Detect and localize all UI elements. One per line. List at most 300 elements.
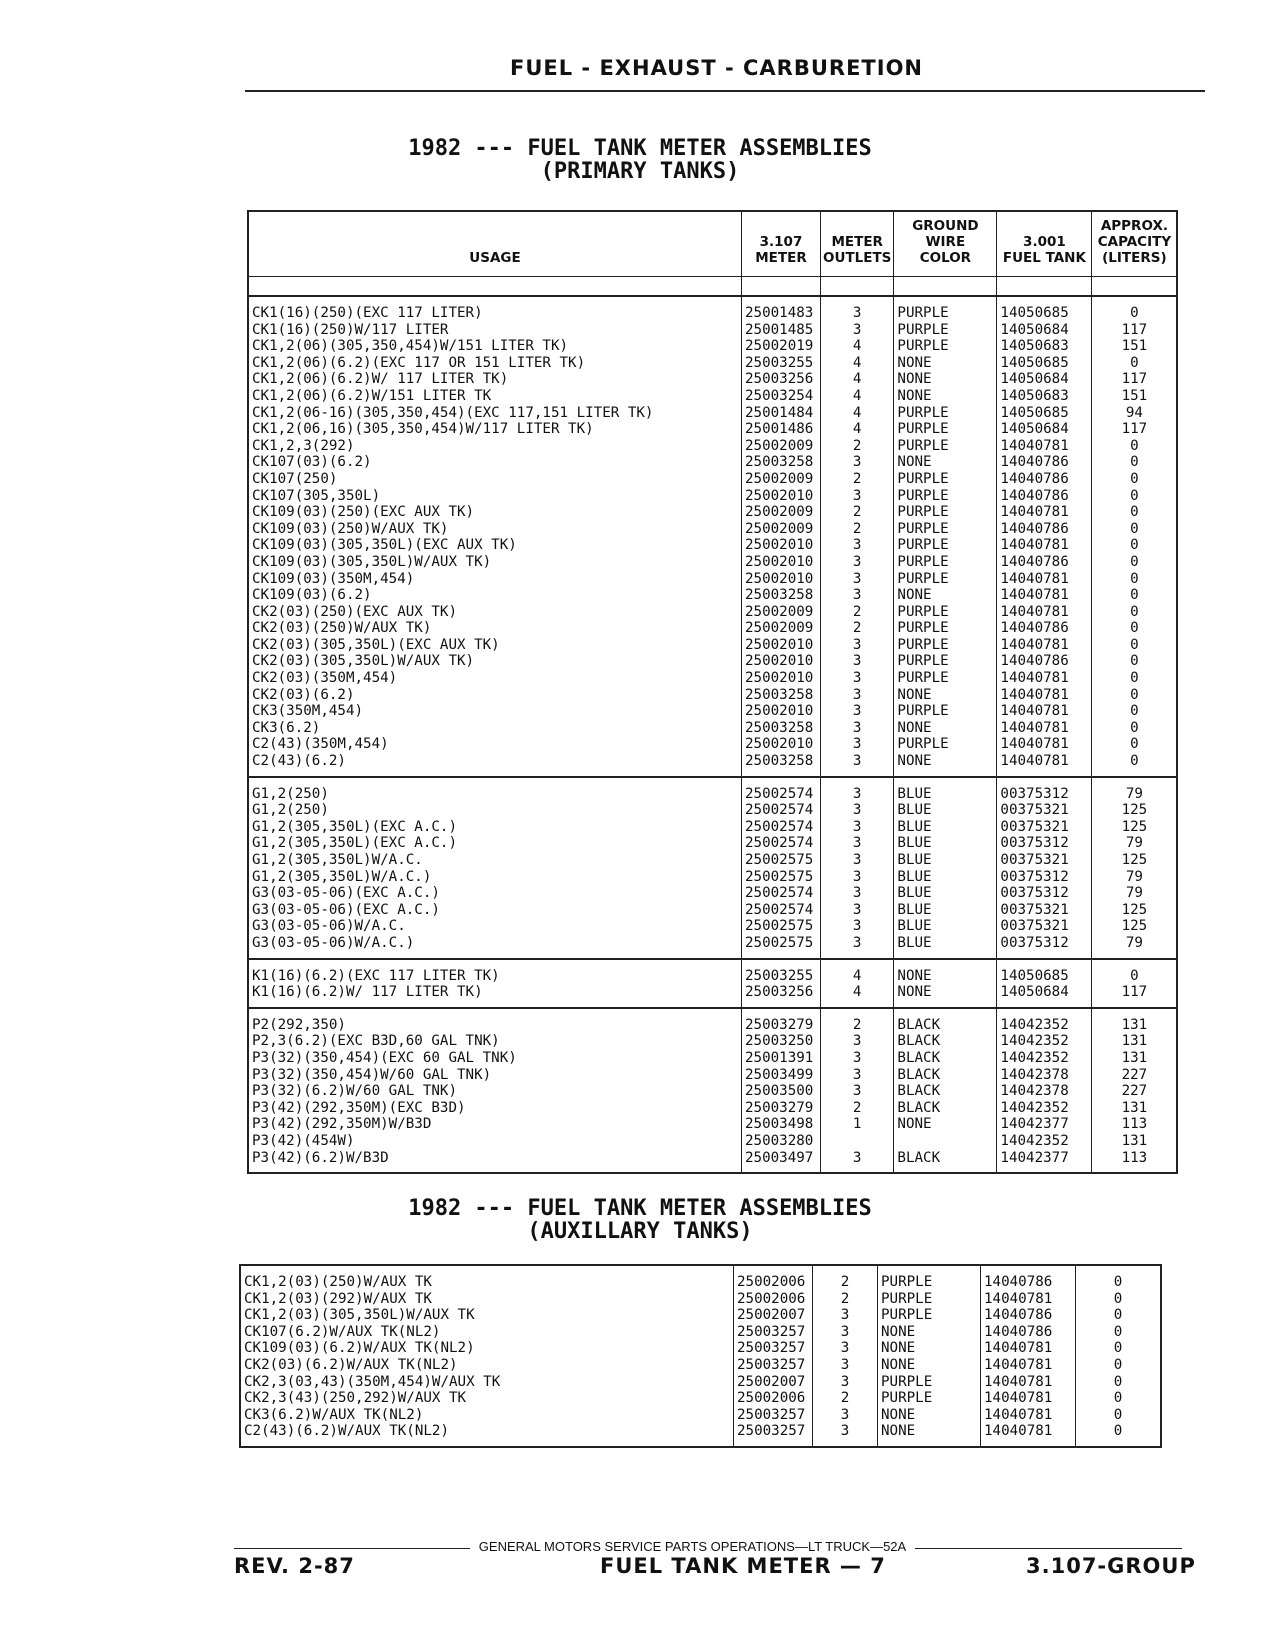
fuel-tank-cell: 14040786 xyxy=(997,471,1092,488)
outlets-cell: 3 xyxy=(821,1033,894,1050)
fuel-tank-cell: 14050685 xyxy=(997,355,1092,372)
wire-color-cell: PURPLE xyxy=(894,521,997,538)
usage-cell: K1(16)(6.2)W/ 117 LITER TK) xyxy=(248,984,742,1008)
wire-color-cell: PURPLE xyxy=(894,405,997,422)
wire-color-cell: BLACK xyxy=(894,1033,997,1050)
primary-title-line1: 1982 --- FUEL TANK METER ASSEMBLIES xyxy=(408,136,872,161)
spacer-cell xyxy=(894,277,997,297)
meter-cell: 25002575 xyxy=(742,935,821,959)
capacity-cell: 0 xyxy=(1076,1407,1162,1424)
table-row xyxy=(248,935,1177,959)
capacity-cell: 0 xyxy=(1092,587,1178,604)
meter-cell: 25003258 xyxy=(742,720,821,737)
meter-cell: 25002009 xyxy=(742,620,821,637)
fuel-tank-cell: 00375321 xyxy=(997,852,1092,869)
table-row xyxy=(248,852,1177,869)
usage-cell: CK109(03)(305,350L)W/AUX TK) xyxy=(248,554,742,571)
outlets-cell: 3 xyxy=(821,1067,894,1084)
col-fuel-tank: 3.001 FUEL TANK xyxy=(997,211,1092,277)
table-row xyxy=(248,471,1177,488)
table-row xyxy=(240,1357,1161,1374)
usage-cell: G1,2(305,350L)W/A.C.) xyxy=(248,869,742,886)
wire-color-cell: PURPLE xyxy=(878,1307,981,1324)
outlets-cell: 3 xyxy=(813,1407,878,1424)
table-row xyxy=(248,1008,1177,1034)
fuel-tank-cell: 14040786 xyxy=(981,1265,1076,1291)
wire-color-cell: BLUE xyxy=(894,935,997,959)
outlets-cell: 3 xyxy=(821,902,894,919)
wire-color-cell: NONE xyxy=(894,355,997,372)
wire-color-cell: NONE xyxy=(878,1407,981,1424)
outlets-cell: 3 xyxy=(821,571,894,588)
table-row xyxy=(248,571,1177,588)
usage-cell: P3(32)(350,454)W/60 GAL TNK) xyxy=(248,1067,742,1084)
meter-cell: 25003257 xyxy=(734,1407,813,1424)
capacity-cell: 0 xyxy=(1092,504,1178,521)
table-row xyxy=(248,720,1177,737)
meter-cell: 25003254 xyxy=(742,388,821,405)
fuel-tank-cell: 14040781 xyxy=(981,1291,1076,1308)
meter-cell: 25002010 xyxy=(742,653,821,670)
outlets-cell: 1 xyxy=(821,1116,894,1133)
usage-cell: CK1(16)(250)(EXC 117 LITER) xyxy=(248,296,742,322)
col-outlets: METER OUTLETS xyxy=(821,211,894,277)
table-row xyxy=(240,1324,1161,1341)
table-row xyxy=(248,885,1177,902)
fuel-tank-cell: 14040781 xyxy=(981,1390,1076,1407)
usage-cell: CK109(03)(350M,454) xyxy=(248,571,742,588)
outlets-cell: 3 xyxy=(821,554,894,571)
table-row xyxy=(248,1033,1177,1050)
meter-cell: 25002574 xyxy=(742,835,821,852)
outlets-cell: 3 xyxy=(821,454,894,471)
capacity-cell: 0 xyxy=(1092,296,1178,322)
table-row xyxy=(240,1407,1161,1424)
wire-color-cell xyxy=(894,1133,997,1150)
capacity-cell: 125 xyxy=(1092,802,1178,819)
meter-cell: 25003258 xyxy=(742,687,821,704)
wire-color-cell: BLUE xyxy=(894,852,997,869)
fuel-tank-cell: 14042378 xyxy=(997,1083,1092,1100)
outlets-cell: 3 xyxy=(821,488,894,505)
outlets-cell: 2 xyxy=(813,1291,878,1308)
outlets-cell: 2 xyxy=(813,1390,878,1407)
meter-cell: 25002010 xyxy=(742,554,821,571)
meter-cell: 25003255 xyxy=(742,959,821,985)
capacity-cell: 79 xyxy=(1092,935,1178,959)
fuel-tank-cell: 14042378 xyxy=(997,1067,1092,1084)
fuel-tank-cell: 14040781 xyxy=(997,753,1092,777)
wire-color-cell: NONE xyxy=(894,371,997,388)
capacity-cell: 0 xyxy=(1092,454,1178,471)
fuel-tank-cell: 14050683 xyxy=(997,338,1092,355)
capacity-cell: 0 xyxy=(1092,471,1178,488)
table-row xyxy=(240,1390,1161,1407)
capacity-cell: 0 xyxy=(1092,703,1178,720)
capacity-cell: 113 xyxy=(1092,1116,1178,1133)
fuel-tank-cell: 14050684 xyxy=(997,984,1092,1008)
spacer-cell xyxy=(821,277,894,297)
table-row xyxy=(248,438,1177,455)
wire-color-cell: BLACK xyxy=(894,1150,997,1174)
meter-cell: 25002006 xyxy=(734,1265,813,1291)
outlets-cell: 3 xyxy=(821,819,894,836)
wire-color-cell: NONE xyxy=(894,1116,997,1133)
wire-color-cell: PURPLE xyxy=(894,296,997,322)
fuel-tank-cell: 14040781 xyxy=(997,670,1092,687)
wire-color-cell: BLUE xyxy=(894,885,997,902)
meter-cell: 25002009 xyxy=(742,521,821,538)
outlets-cell: 3 xyxy=(821,753,894,777)
outlets-cell: 4 xyxy=(821,388,894,405)
wire-color-cell: BLUE xyxy=(894,802,997,819)
capacity-cell: 117 xyxy=(1092,984,1178,1008)
table-row xyxy=(248,620,1177,637)
header-rule xyxy=(245,90,1205,92)
capacity-cell: 0 xyxy=(1076,1307,1162,1324)
table-row xyxy=(248,1100,1177,1117)
wire-color-cell: BLUE xyxy=(894,819,997,836)
meter-cell: 25003257 xyxy=(734,1357,813,1374)
table-row xyxy=(248,653,1177,670)
capacity-cell: 117 xyxy=(1092,371,1178,388)
table-row xyxy=(248,753,1177,777)
usage-cell: CK1,2(03)(305,350L)W/AUX TK xyxy=(240,1307,734,1324)
col-usage: USAGE xyxy=(248,211,742,277)
meter-cell: 25003279 xyxy=(742,1008,821,1034)
table-row xyxy=(248,504,1177,521)
wire-color-cell: NONE xyxy=(894,687,997,704)
usage-cell: CK2(03)(305,350L)(EXC AUX TK) xyxy=(248,637,742,654)
usage-cell: CK1,2(03)(250)W/AUX TK xyxy=(240,1265,734,1291)
usage-cell: CK1,2(06)(6.2)(EXC 117 OR 151 LITER TK) xyxy=(248,355,742,372)
table-row xyxy=(248,918,1177,935)
wire-color-cell: BLACK xyxy=(894,1067,997,1084)
outlets-cell: 3 xyxy=(821,322,894,339)
table-row xyxy=(240,1307,1161,1324)
capacity-cell: 0 xyxy=(1076,1324,1162,1341)
meter-cell: 25003257 xyxy=(734,1340,813,1357)
fuel-tank-cell: 00375312 xyxy=(997,835,1092,852)
usage-cell: C2(43)(6.2) xyxy=(248,753,742,777)
capacity-cell: 151 xyxy=(1092,388,1178,405)
meter-cell: 25002010 xyxy=(742,703,821,720)
wire-color-cell: NONE xyxy=(894,720,997,737)
fuel-tank-cell: 00375312 xyxy=(997,869,1092,886)
meter-cell: 25002006 xyxy=(734,1291,813,1308)
table-row xyxy=(248,1083,1177,1100)
meter-cell: 25002007 xyxy=(734,1307,813,1324)
wire-color-cell: PURPLE xyxy=(894,338,997,355)
usage-cell: P2,3(6.2)(EXC B3D,60 GAL TNK) xyxy=(248,1033,742,1050)
outlets-cell: 3 xyxy=(821,802,894,819)
usage-cell: CK1,2(06,16)(305,350,454)W/117 LITER TK) xyxy=(248,421,742,438)
capacity-cell: 79 xyxy=(1092,885,1178,902)
wire-color-cell: NONE xyxy=(894,753,997,777)
capacity-cell: 79 xyxy=(1092,869,1178,886)
wire-color-cell: NONE xyxy=(894,587,997,604)
usage-cell: G3(03-05-06)W/A.C.) xyxy=(248,935,742,959)
table-row xyxy=(240,1374,1161,1391)
aux-title xyxy=(0,1197,1280,1243)
usage-cell: G1,2(305,350L)(EXC A.C.) xyxy=(248,835,742,852)
capacity-cell: 0 xyxy=(1092,736,1178,753)
meter-cell: 25002574 xyxy=(742,885,821,902)
capacity-cell: 0 xyxy=(1092,637,1178,654)
usage-cell: CK109(03)(6.2)W/AUX TK(NL2) xyxy=(240,1340,734,1357)
wire-color-cell: PURPLE xyxy=(878,1390,981,1407)
meter-cell: 25002010 xyxy=(742,488,821,505)
meter-cell: 25003497 xyxy=(742,1150,821,1174)
capacity-cell: 79 xyxy=(1092,835,1178,852)
table-row xyxy=(240,1265,1161,1291)
wire-color-cell: BLACK xyxy=(894,1008,997,1034)
fuel-tank-cell: 14042352 xyxy=(997,1050,1092,1067)
table-row xyxy=(248,554,1177,571)
capacity-cell: 0 xyxy=(1092,604,1178,621)
fuel-tank-cell: 14040781 xyxy=(981,1374,1076,1391)
fuel-tank-cell: 14050685 xyxy=(997,296,1092,322)
fuel-tank-cell: 14040786 xyxy=(997,554,1092,571)
usage-cell: P3(42)(454W) xyxy=(248,1133,742,1150)
wire-color-cell: BLUE xyxy=(894,918,997,935)
usage-cell: CK2(03)(350M,454) xyxy=(248,670,742,687)
table-row xyxy=(248,488,1177,505)
table-row xyxy=(248,802,1177,819)
usage-cell: G1,2(305,350L)W/A.C. xyxy=(248,852,742,869)
meter-cell: 25003279 xyxy=(742,1100,821,1117)
outlets-cell: 3 xyxy=(813,1340,878,1357)
wire-color-cell: PURPLE xyxy=(894,670,997,687)
fuel-tank-cell: 00375312 xyxy=(997,777,1092,803)
meter-cell: 25002574 xyxy=(742,802,821,819)
capacity-cell: 94 xyxy=(1092,405,1178,422)
capacity-cell: 131 xyxy=(1092,1050,1178,1067)
fuel-tank-cell: 00375321 xyxy=(997,802,1092,819)
meter-cell: 25001391 xyxy=(742,1050,821,1067)
capacity-cell: 131 xyxy=(1092,1033,1178,1050)
capacity-cell: 125 xyxy=(1092,852,1178,869)
meter-cell: 25002010 xyxy=(742,571,821,588)
fuel-tank-cell: 00375321 xyxy=(997,918,1092,935)
wire-color-cell: NONE xyxy=(894,388,997,405)
col-wire-color: GROUND WIRE COLOR xyxy=(894,211,997,277)
outlets-cell: 4 xyxy=(821,959,894,985)
primary-title xyxy=(0,137,1280,183)
fuel-tank-cell: 14040781 xyxy=(997,504,1092,521)
capacity-cell: 0 xyxy=(1092,355,1178,372)
fuel-tank-cell: 14040781 xyxy=(997,571,1092,588)
usage-cell: CK2(03)(250)W/AUX TK) xyxy=(248,620,742,637)
fuel-tank-cell: 14040781 xyxy=(997,537,1092,554)
usage-cell: CK2(03)(6.2) xyxy=(248,687,742,704)
fuel-tank-cell: 14042352 xyxy=(997,1008,1092,1034)
wire-color-cell: PURPLE xyxy=(894,471,997,488)
fuel-tank-cell: 14042352 xyxy=(997,1033,1092,1050)
meter-cell: 25002574 xyxy=(742,777,821,803)
aux-tanks-table xyxy=(239,1264,1162,1448)
capacity-cell: 0 xyxy=(1076,1291,1162,1308)
usage-cell: CK107(305,350L) xyxy=(248,488,742,505)
meter-cell: 25003257 xyxy=(734,1423,813,1447)
meter-cell: 25003256 xyxy=(742,984,821,1008)
fuel-tank-cell: 14040781 xyxy=(981,1407,1076,1424)
capacity-cell: 117 xyxy=(1092,322,1178,339)
outlets-cell: 2 xyxy=(821,620,894,637)
usage-cell: G1,2(250) xyxy=(248,802,742,819)
outlets-cell: 3 xyxy=(821,670,894,687)
outlets-cell: 3 xyxy=(821,1150,894,1174)
capacity-cell: 0 xyxy=(1092,753,1178,777)
usage-cell: G1,2(305,350L)(EXC A.C.) xyxy=(248,819,742,836)
usage-cell: CK1(16)(250)W/117 LITER xyxy=(248,322,742,339)
usage-cell: K1(16)(6.2)(EXC 117 LITER TK) xyxy=(248,959,742,985)
outlets-cell: 4 xyxy=(821,421,894,438)
outlets-cell: 3 xyxy=(821,587,894,604)
usage-cell: CK109(03)(250)(EXC AUX TK) xyxy=(248,504,742,521)
fuel-tank-cell: 14042352 xyxy=(997,1100,1092,1117)
capacity-cell: 125 xyxy=(1092,819,1178,836)
table-row xyxy=(240,1423,1161,1447)
table-row xyxy=(248,687,1177,704)
outlets-cell: 3 xyxy=(821,1050,894,1067)
usage-cell: CK107(03)(6.2) xyxy=(248,454,742,471)
fuel-tank-cell: 14040786 xyxy=(997,620,1092,637)
meter-cell: 25003499 xyxy=(742,1067,821,1084)
fuel-tank-cell: 14040781 xyxy=(997,736,1092,753)
table-row xyxy=(248,454,1177,471)
table-row xyxy=(248,819,1177,836)
table-row xyxy=(248,637,1177,654)
aux-title-line2: (AUXILLARY TANKS) xyxy=(527,1219,753,1244)
capacity-cell: 113 xyxy=(1092,1150,1178,1174)
table-row xyxy=(248,984,1177,1008)
footer-revision: REV. 2-87 xyxy=(234,1554,355,1578)
meter-cell: 25003256 xyxy=(742,371,821,388)
usage-cell: P3(42)(292,350M)W/B3D xyxy=(248,1116,742,1133)
fuel-tank-cell: 14040781 xyxy=(997,703,1092,720)
spacer-cell xyxy=(248,277,742,297)
wire-color-cell: NONE xyxy=(894,984,997,1008)
usage-cell: CK109(03)(6.2) xyxy=(248,587,742,604)
meter-cell: 25001483 xyxy=(742,296,821,322)
meter-cell: 25002574 xyxy=(742,819,821,836)
table-row xyxy=(248,537,1177,554)
fuel-tank-cell: 00375321 xyxy=(997,819,1092,836)
fuel-tank-cell: 14040786 xyxy=(997,521,1092,538)
usage-cell: P3(32)(6.2)W/60 GAL TNK) xyxy=(248,1083,742,1100)
wire-color-cell: PURPLE xyxy=(894,653,997,670)
table-row xyxy=(248,736,1177,753)
fuel-tank-cell: 14040781 xyxy=(997,687,1092,704)
usage-cell: P3(42)(292,350M)(EXC B3D) xyxy=(248,1100,742,1117)
usage-cell: CK2(03)(6.2)W/AUX TK(NL2) xyxy=(240,1357,734,1374)
col-meter: 3.107 METER xyxy=(742,211,821,277)
table-row xyxy=(248,421,1177,438)
wire-color-cell: PURPLE xyxy=(878,1374,981,1391)
table-row xyxy=(248,835,1177,852)
wire-color-cell: PURPLE xyxy=(894,421,997,438)
capacity-cell: 0 xyxy=(1092,571,1178,588)
wire-color-cell: PURPLE xyxy=(894,488,997,505)
wire-color-cell: NONE xyxy=(878,1423,981,1447)
capacity-cell: 0 xyxy=(1092,438,1178,455)
capacity-cell: 0 xyxy=(1092,554,1178,571)
usage-cell: CK1,2(06-16)(305,350,454)(EXC 117,151 LITER TK) xyxy=(248,405,742,422)
table-row xyxy=(248,296,1177,322)
table-row xyxy=(248,1067,1177,1084)
capacity-cell: 0 xyxy=(1076,1390,1162,1407)
outlets-cell: 3 xyxy=(813,1357,878,1374)
fuel-tank-cell: 14040786 xyxy=(997,454,1092,471)
fuel-tank-cell: 14050684 xyxy=(997,322,1092,339)
outlets-cell: 4 xyxy=(821,355,894,372)
usage-cell: CK2(03)(250)(EXC AUX TK) xyxy=(248,604,742,621)
footer-rule-left xyxy=(234,1548,470,1549)
usage-cell: C2(43)(350M,454) xyxy=(248,736,742,753)
fuel-tank-cell: 14042352 xyxy=(997,1133,1092,1150)
table-row xyxy=(248,604,1177,621)
usage-cell: CK3(6.2) xyxy=(248,720,742,737)
usage-cell: G3(03-05-06)W/A.C. xyxy=(248,918,742,935)
table-row xyxy=(248,1150,1177,1174)
spacer-cell xyxy=(1092,277,1178,297)
capacity-cell: 125 xyxy=(1092,902,1178,919)
meter-cell: 25003250 xyxy=(742,1033,821,1050)
col-capacity: APPROX. CAPACITY (LITERS) xyxy=(1092,211,1178,277)
outlets-cell: 3 xyxy=(821,637,894,654)
capacity-cell: 79 xyxy=(1092,777,1178,803)
outlets-cell: 2 xyxy=(821,1008,894,1034)
usage-cell: CK109(03)(250)W/AUX TK) xyxy=(248,521,742,538)
fuel-tank-cell: 14050683 xyxy=(997,388,1092,405)
outlets-cell: 3 xyxy=(821,835,894,852)
wire-color-cell: PURPLE xyxy=(878,1291,981,1308)
wire-color-cell: PURPLE xyxy=(894,736,997,753)
usage-cell: CK2,3(03,43)(350M,454)W/AUX TK xyxy=(240,1374,734,1391)
outlets-cell xyxy=(821,1133,894,1150)
meter-cell: 25002010 xyxy=(742,670,821,687)
fuel-tank-cell: 14040786 xyxy=(981,1307,1076,1324)
capacity-cell: 0 xyxy=(1076,1423,1162,1447)
capacity-cell: 0 xyxy=(1092,959,1178,985)
fuel-tank-cell: 14040781 xyxy=(997,438,1092,455)
meter-cell: 25003255 xyxy=(742,355,821,372)
wire-color-cell: NONE xyxy=(878,1324,981,1341)
outlets-cell: 4 xyxy=(821,338,894,355)
capacity-cell: 117 xyxy=(1092,421,1178,438)
wire-color-cell: BLUE xyxy=(894,835,997,852)
wire-color-cell: NONE xyxy=(878,1357,981,1374)
meter-cell: 25002007 xyxy=(734,1374,813,1391)
meter-cell: 25002009 xyxy=(742,604,821,621)
table-row xyxy=(248,703,1177,720)
outlets-cell: 3 xyxy=(821,687,894,704)
wire-color-cell: BLUE xyxy=(894,777,997,803)
table-row xyxy=(248,902,1177,919)
outlets-cell: 2 xyxy=(821,471,894,488)
wire-color-cell: BLACK xyxy=(894,1083,997,1100)
outlets-cell: 2 xyxy=(821,521,894,538)
outlets-cell: 3 xyxy=(821,852,894,869)
meter-cell: 25003257 xyxy=(734,1324,813,1341)
meter-cell: 25003498 xyxy=(742,1116,821,1133)
usage-cell: G1,2(250) xyxy=(248,777,742,803)
wire-color-cell: PURPLE xyxy=(894,637,997,654)
outlets-cell: 2 xyxy=(821,438,894,455)
outlets-cell: 3 xyxy=(813,1324,878,1341)
wire-color-cell: PURPLE xyxy=(894,504,997,521)
